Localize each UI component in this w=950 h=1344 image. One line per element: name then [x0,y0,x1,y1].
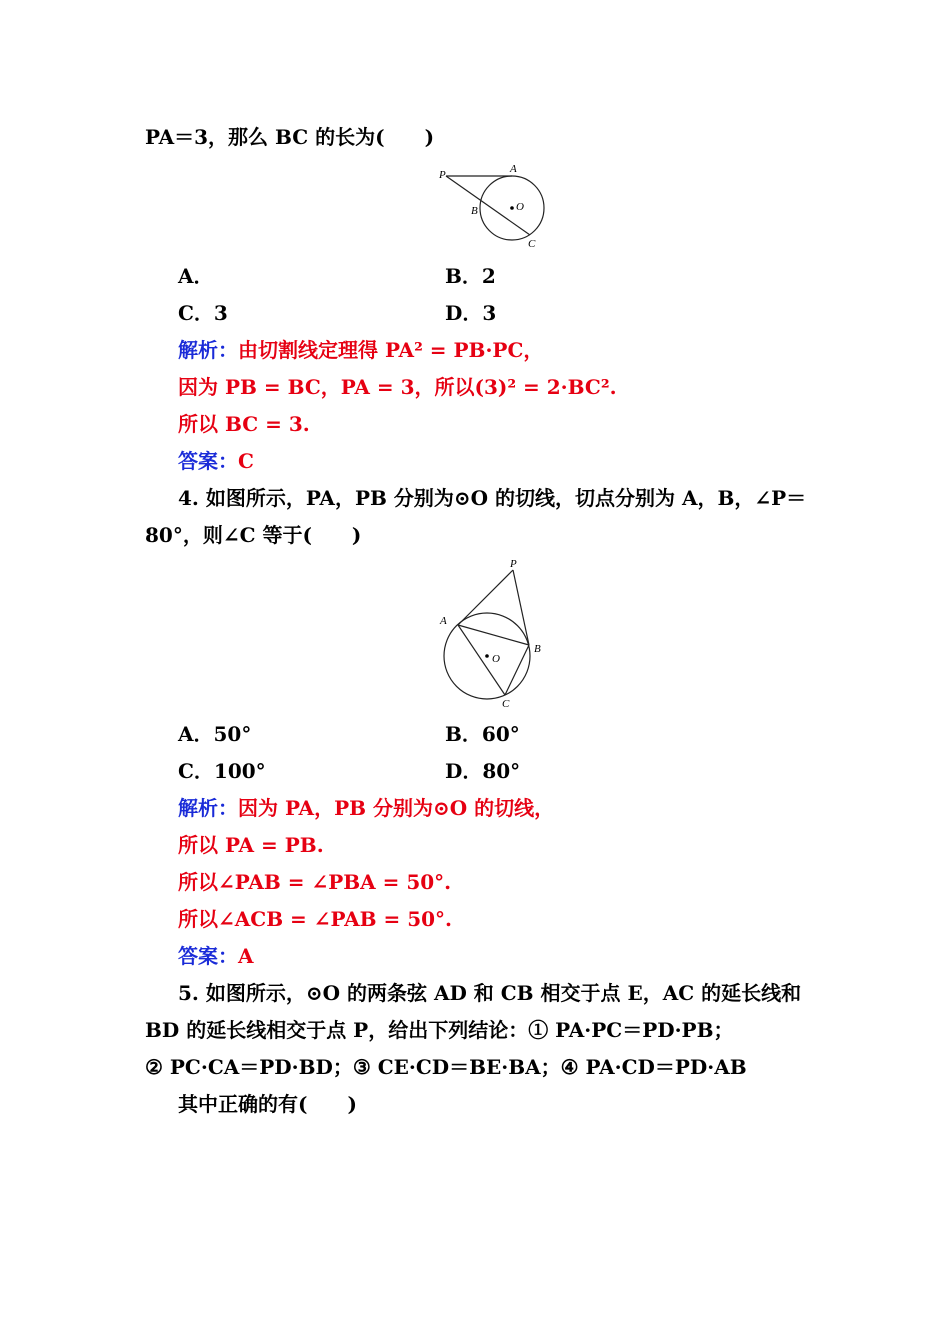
q4-analysis-line-4: 所以∠ACB = ∠PAB = 50°. [178,907,453,931]
q4-stem-line-1: 4. 如图所示，PA，PB 分别为⊙O 的切线，切点分别为 A，B，∠P＝ [178,486,807,510]
q3-analysis-label: 解析： [178,338,238,362]
q3-label-o: O [516,201,524,213]
q4-label-b: B [534,643,541,655]
q4-analysis-text-1: 因为 PA，PB 分别为⊙O 的切线， [238,796,555,820]
q3-analysis-line-3: 所以 BC = 3. [178,412,310,436]
q4-center-dot [485,654,489,658]
q4-analysis-line-2: 所以 PA = PB. [178,833,324,857]
q4-stem-line-2: 80°，则∠C 等于( ) [145,523,362,547]
q3-label-b: B [471,205,478,217]
q3-label-c: C [528,238,536,250]
q5-stem-line-4: 其中正确的有( ) [178,1092,357,1116]
q4-label-c: C [502,698,510,710]
q4-label-o: O [492,653,500,665]
q3-option-a: A． [178,264,214,288]
q3-answer-label: 答案： [178,449,238,473]
q3-label-a: A [510,163,517,175]
q3-stem-tail: PA＝3，那么 BC 的长为( ) [145,125,435,149]
q3-analysis-line-2: 因为 PB = BC，PA = 3，所以(3)² = 2·BC². [178,375,617,399]
q4-option-d: D．80° [445,759,521,783]
q4-analysis-line-1 [178,795,554,821]
q5-stem-line-3: ② PC·CA＝PD·BD；③ CE·CD＝BE·BA；④ PA·CD＝PD·AB [145,1055,747,1079]
q3-analysis-text-1: 由切割线定理得 PA² = PB·PC， [238,338,544,362]
q3-answer-value: C [238,449,254,473]
q4-option-a: A．50° [178,722,252,746]
q4-option-b: B．60° [445,722,520,746]
q4-chord-ab [458,625,529,645]
q4-option-c: C．100° [178,759,266,783]
q5-stem-line-2: BD 的延长线相交于点 P，给出下列结论：① PA·PC＝PD·PB； [145,1018,734,1042]
q3-option-b: B．2 [445,264,496,288]
q4-figure [435,556,555,712]
q3-center-dot [510,206,514,210]
q3-label-p: P [439,169,446,181]
q3-figure [430,158,560,254]
q4-answer-label: 答案： [178,944,238,968]
q4-label-p: P [510,558,517,570]
q3-option-d: D．3 [445,301,497,325]
q4-answer-value: A [238,944,254,968]
q3-option-c: C．3 [178,301,228,325]
q3-analysis-line-1 [178,337,543,363]
q4-analysis-line-3: 所以∠PAB = ∠PBA = 50°. [178,870,452,894]
q4-answer-line [178,943,254,969]
q4-tangent-pb [513,570,529,645]
q4-label-a: A [440,615,447,627]
q5-stem-line-1: 5. 如图所示，⊙O 的两条弦 AD 和 CB 相交于点 E，AC 的延长线和 [178,981,802,1005]
q3-answer-line [178,448,254,474]
q4-analysis-label: 解析： [178,796,238,820]
